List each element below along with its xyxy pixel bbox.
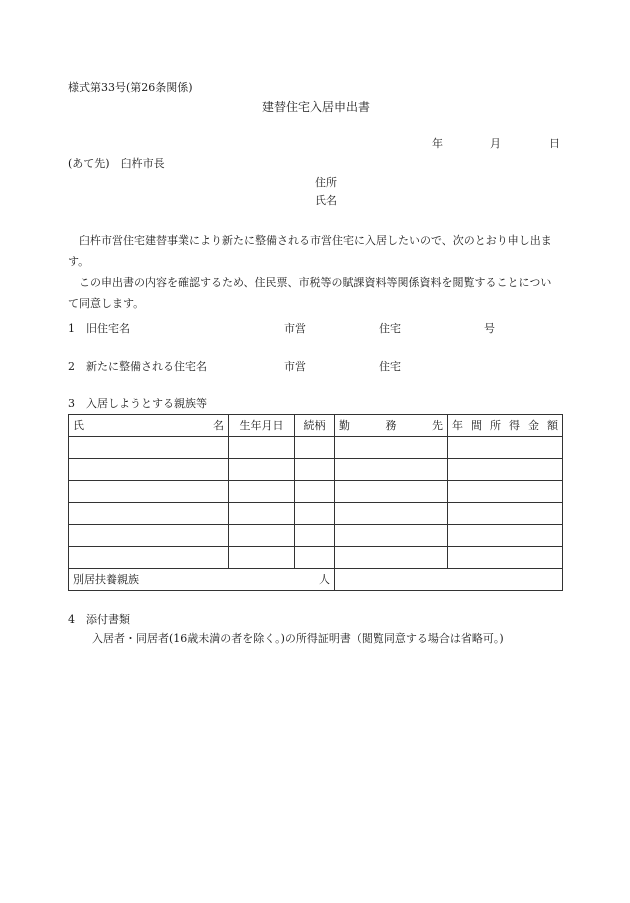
date-month: 月 xyxy=(490,137,501,150)
cell-income[interactable] xyxy=(448,525,563,547)
body-paragraph-2: この申出書の内容を確認するため、住民票、市税等の賦課資料等関係資料を閲覧することについて同意します。 xyxy=(68,276,552,310)
item-2-city: 市営 xyxy=(284,360,306,373)
header-workplace-char: 勤 xyxy=(339,418,350,432)
header-workplace-char: 務 xyxy=(385,418,397,432)
relatives-table xyxy=(68,414,563,591)
cell-birthdate[interactable] xyxy=(229,459,295,481)
table-row xyxy=(69,437,563,459)
cell-workplace[interactable] xyxy=(335,547,448,569)
item-1-label: 旧住宅名 xyxy=(86,322,130,335)
separated-dependents-cell[interactable] xyxy=(69,569,335,591)
cell-name[interactable] xyxy=(69,525,229,547)
cell-relationship[interactable] xyxy=(295,525,335,547)
cell-relationship[interactable] xyxy=(295,459,335,481)
item-1-unit: 号 xyxy=(484,322,495,335)
cell-relationship[interactable] xyxy=(295,503,335,525)
cell-income[interactable] xyxy=(448,481,563,503)
header-income-char: 金 xyxy=(528,418,539,432)
cell-birthdate[interactable] xyxy=(229,547,295,569)
item-1-number: 1 xyxy=(68,322,75,335)
cell-income[interactable] xyxy=(448,459,563,481)
item-4-attachments: 入居者・同居者(16歳未満の者を除く。)の所得証明書（閲覧同意する場合は省略可。) xyxy=(92,632,504,645)
cell-name[interactable] xyxy=(69,437,229,459)
separated-dependents-unit: 人 xyxy=(319,572,330,586)
header-relationship: 続柄 xyxy=(295,415,335,437)
header-income-char: 年 xyxy=(452,418,463,432)
cell-income[interactable] xyxy=(448,437,563,459)
header-workplace xyxy=(335,415,448,437)
form-number: 様式第33号(第26条関係) xyxy=(68,81,193,94)
table-row xyxy=(69,525,563,547)
item-2-label: 新たに整備される住宅名 xyxy=(86,360,207,373)
item-2-housing: 住宅 xyxy=(379,360,401,373)
cell-income[interactable] xyxy=(448,547,563,569)
addressee: (あて先) 臼杵市長 xyxy=(68,157,165,170)
item-3-heading: 3 入居しようとする親族等 xyxy=(68,397,207,410)
header-name-right: 名 xyxy=(213,418,224,432)
header-name xyxy=(69,415,229,437)
cell-workplace[interactable] xyxy=(335,525,448,547)
name-label: 氏名 xyxy=(315,194,337,207)
cell-name[interactable] xyxy=(69,547,229,569)
cell-birthdate[interactable] xyxy=(229,437,295,459)
item-1-city: 市営 xyxy=(284,322,306,335)
cell-name[interactable] xyxy=(69,481,229,503)
header-income-char: 得 xyxy=(509,418,520,432)
body-paragraph-1: 臼杵市営住宅建替事業により新たに整備される市営住宅に入居したいので、次のとおり申し出ます。 xyxy=(68,234,552,268)
cell-income[interactable] xyxy=(448,503,563,525)
table-header-row xyxy=(69,415,563,437)
header-income-char: 所 xyxy=(490,418,501,432)
header-income-char: 間 xyxy=(471,418,482,432)
date-day: 日 xyxy=(549,137,560,150)
item-2-number: 2 xyxy=(68,360,75,373)
cell-relationship[interactable] xyxy=(295,481,335,503)
table-footer-row xyxy=(69,569,563,591)
cell-workplace[interactable] xyxy=(335,481,448,503)
header-birthdate: 生年月日 xyxy=(229,415,295,437)
cell-relationship[interactable] xyxy=(295,437,335,459)
cell-workplace[interactable] xyxy=(335,503,448,525)
table-row xyxy=(69,481,563,503)
header-name-left: 氏 xyxy=(73,418,84,432)
cell-birthdate[interactable] xyxy=(229,481,295,503)
cell-birthdate[interactable] xyxy=(229,525,295,547)
header-income-char: 額 xyxy=(547,418,558,432)
item-1-housing: 住宅 xyxy=(379,322,401,335)
table-row xyxy=(69,459,563,481)
cell-workplace[interactable] xyxy=(335,437,448,459)
cell-relationship[interactable] xyxy=(295,547,335,569)
cell-name[interactable] xyxy=(69,503,229,525)
cell-workplace[interactable] xyxy=(335,459,448,481)
date-year: 年 xyxy=(432,137,443,150)
footer-blank-cell xyxy=(335,569,563,591)
item-4-heading: 4 添付書類 xyxy=(68,613,130,626)
separated-dependents-label: 別居扶養親族 xyxy=(73,572,139,586)
address-label: 住所 xyxy=(315,176,337,189)
table-row xyxy=(69,503,563,525)
document-title: 建替住宅入居申出書 xyxy=(262,100,371,114)
table-row xyxy=(69,547,563,569)
header-workplace-char: 先 xyxy=(432,418,443,432)
header-annual-income xyxy=(448,415,563,437)
cell-name[interactable] xyxy=(69,459,229,481)
cell-birthdate[interactable] xyxy=(229,503,295,525)
body-text xyxy=(68,230,562,314)
